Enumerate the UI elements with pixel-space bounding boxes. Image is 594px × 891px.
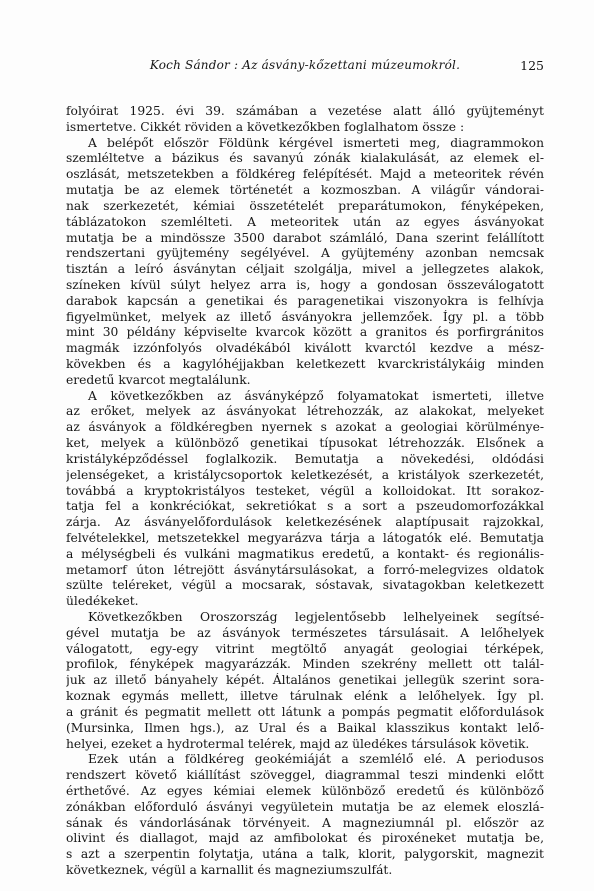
text-line: tatja fel a konkréciókat, sekretiókat s a sort a pszeudomorfozákkal bbox=[66, 499, 544, 514]
text-line: szemléltetve a bázikus és savanyú zónák kialakulását, az elemek el- bbox=[66, 151, 544, 166]
text-line: érthetővé. Az egyes kémiai elemek különböző eredetű és különböző bbox=[66, 783, 544, 798]
text-line: jelenségeket, a kristálycsoportok keletkezését, a kristályok szerkezetét, bbox=[66, 467, 544, 482]
text-line: s azt a szerpentin folytatja, utána a talk, klorit, palygorskit, magnezit bbox=[66, 847, 544, 862]
text-line: színeken kívül súlyt helyez arra is, hogy a gondosan összeválogatott bbox=[66, 277, 544, 292]
text-line: tisztán a leíró ásványtan céljait szolgálja, mivel a jellegzetes alakok, bbox=[66, 262, 544, 277]
text-line: profilok, fényképek magyarázzák. Minden szekrény mellett ott talál- bbox=[66, 657, 544, 672]
text-line: folyóirat 1925. évi 39. számában a vezetése alatt álló gyüjteményt bbox=[66, 104, 544, 118]
text-line: ket, melyek a különböző genetikai típusokat létrehozzák. Elsőnek a bbox=[66, 436, 544, 451]
text-line: magmák izzónfolyós olvadékából kiválott kvarctól kezdve a mész- bbox=[66, 341, 544, 356]
text-line: rendszertani gyüjtemény segélyével. A gyüjtemény azonban nemcsak bbox=[66, 246, 544, 261]
text-line: zónákban előforduló ásványi vegyületein mutatja be az elemek eloszlá- bbox=[66, 799, 544, 814]
text-line: gével mutatja be az ásványok természetes társulásait. A lelőhelyek bbox=[66, 625, 544, 640]
text-line: Következőkben Oroszország legjelentősebb lelhelyeinek segítsé- bbox=[88, 610, 544, 624]
text-line: darabok kapcsán a genetikai és paragenetikai viszonyokra is felhívja bbox=[66, 293, 544, 308]
text-line: sának és vándorlásának törvényeit. A magneziumnál pl. először az bbox=[66, 815, 544, 830]
text-line: mutatja be az elemek történetét a kozmoszban. A világűr vándorai- bbox=[66, 183, 544, 198]
text-line: oszlását, metszetekben a földkéreg felépítését. Majd a meteoritek révén bbox=[66, 167, 544, 182]
text-line: kövekben és a kagylóhéjjakban keletkezett kvarckristálykáig minden bbox=[66, 357, 544, 371]
body-text bbox=[66, 104, 544, 879]
text-line: helyei, ezeket a hydrotermal telérek, majd az üledékes társulások követik. bbox=[66, 736, 530, 751]
text-line: figyelmünket, melyek az illető ásványokra jellemzőek. Így pl. a több bbox=[66, 309, 544, 324]
page-number: 125 bbox=[520, 58, 544, 73]
text-line: felvételekkel, metszetekkel megyarázva tárja a látogatók elé. Bemutatja bbox=[66, 530, 544, 545]
text-line: kristályképződéssel foglalkozik. Bemutatja a növekedési, oldódási bbox=[66, 451, 544, 466]
text-line: Ezek után a földkéreg geokémiáját a szemlélő elé. A periodusos bbox=[88, 752, 544, 767]
text-line: táblázatokon szemlélteti. A meteoritek után az egyes ásványokat bbox=[66, 214, 544, 229]
text-line: mutatja be a mindössze 3500 darabot számláló, Dana szerint felállított bbox=[66, 230, 544, 245]
text-line: juk az illető bányahely képét. Általános genetikai jellegük szerint sora- bbox=[66, 673, 544, 688]
text-line: válogatott, egy-egy vitrint megtöltő anyagát geologiai térképek, bbox=[66, 641, 544, 656]
text-line: ismertetve. Cikkét röviden a következőkben foglalhatom össze : bbox=[66, 119, 465, 134]
text-line: szülte teléreket, végül a mocsarak, sóstavak, sivatagokban keletkezett bbox=[66, 578, 544, 593]
text-line: koznak egymás mellett, illetve tárulnak elénk a lelőhelyek. Így pl. bbox=[66, 689, 544, 704]
running-header bbox=[66, 58, 544, 76]
text-line: A belépőt először Földünk kérgével ismerteti meg, diagrammokon bbox=[88, 135, 544, 150]
text-line: nak szerkezetét, kémiai összetételét preparátumokon, fényképeken, bbox=[66, 198, 544, 213]
running-title: Koch Sándor : Az ásvány-kőzettani múzeumokról. bbox=[149, 58, 461, 72]
text-line: az ásványok a földkéregben nyernek s azokat a geologiai körülménye- bbox=[66, 420, 544, 435]
text-line: üledékeket. bbox=[66, 594, 139, 609]
text-line: mint 30 példány képviselte kvarcok között a granitos és porfirgránitos bbox=[66, 325, 544, 340]
text-line: a gránit és pegmatit mellett ott látunk a pompás pegmatit előfordulások bbox=[66, 704, 544, 719]
text-line: eredetű kvarcot megtalálunk. bbox=[66, 372, 251, 387]
text-line: a mélységbeli és vulkáni magmatikus eredetű, a kontakt- és regionális- bbox=[66, 546, 544, 561]
text-line: A következőkben az ásványképző folyamatokat ismerteti, illetve bbox=[88, 388, 544, 403]
text-line: metamorf úton létrejött ásványtársulásokat, a forró-melegvizes oldatok bbox=[66, 562, 544, 577]
text-line: rendszert követő kiállítást szöveggel, diagrammal teszi mindenki előtt bbox=[66, 768, 544, 783]
text-line: zárja. Az ásványelőfordulások keletkezésének alaptípusait rajzokkal, bbox=[66, 515, 544, 530]
text-line: (Mursinka, Ilmen hgs.), az Ural és a Baikal klasszikus kontakt lelő- bbox=[66, 720, 544, 735]
text-line: következnek, végül a karnallit és magneziumszulfát. bbox=[66, 863, 393, 877]
text-line: továbbá a kryptokristályos testeket, végül a kolloidokat. Itt sorakoz- bbox=[66, 483, 544, 498]
text-line: az erőket, melyek az ásványokat létrehozzák, az alakokat, melyeket bbox=[66, 404, 544, 419]
text-line: olivint és diallagot, majd az amfibolokat és piroxéneket mutatja be, bbox=[66, 831, 544, 846]
